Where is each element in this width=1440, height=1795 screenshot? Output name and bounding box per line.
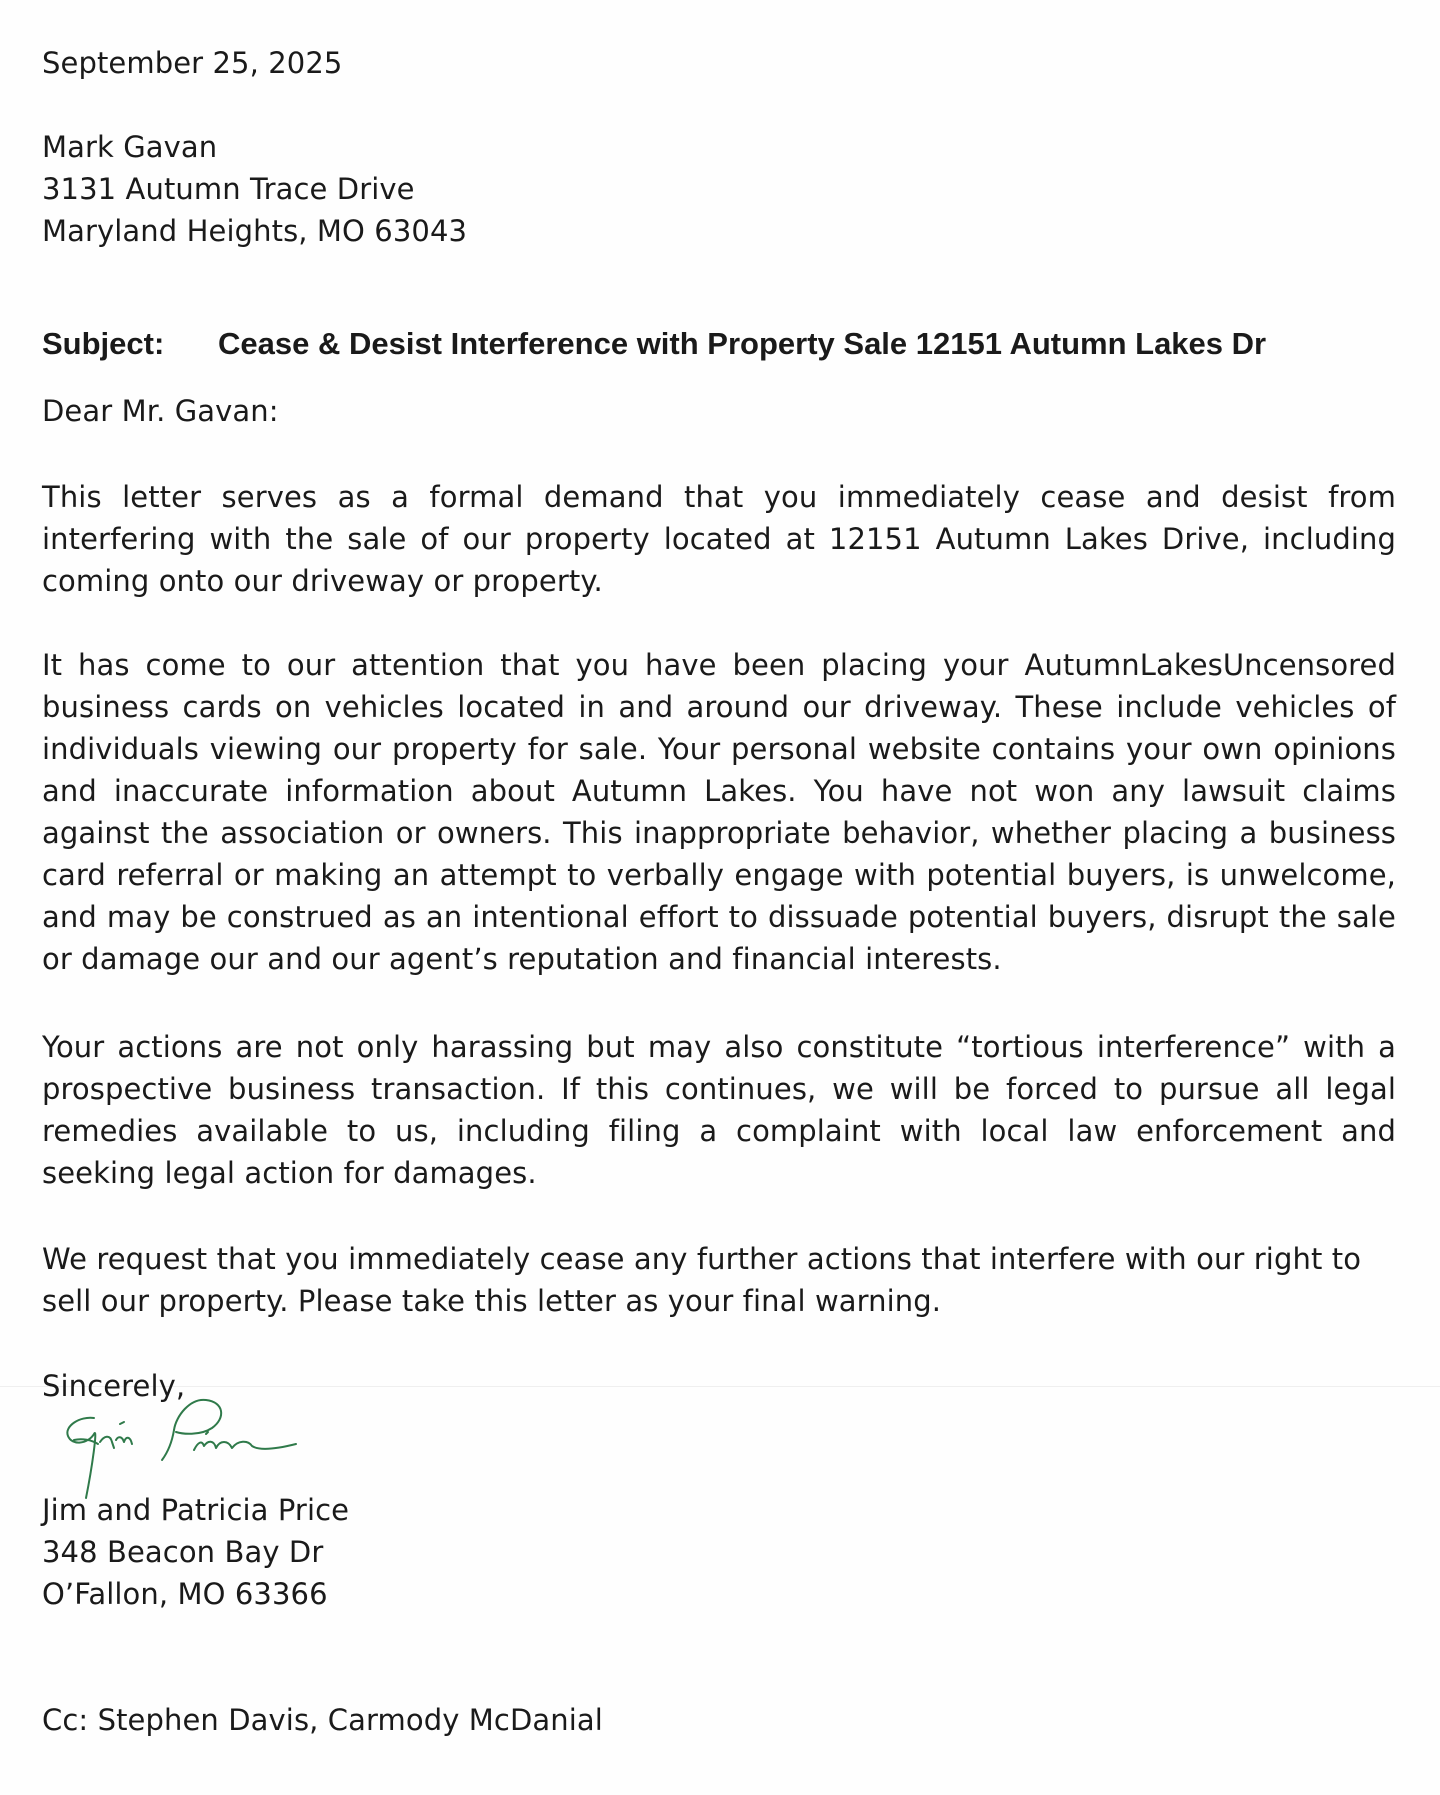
cc-line: Cc: Stephen Davis, Carmody McDanial: [42, 1703, 603, 1737]
closing: Sincerely,: [42, 1369, 186, 1403]
subject-label: Subject:: [42, 326, 165, 361]
salutation: Dear Mr. Gavan:: [42, 394, 279, 428]
sender-street: 348 Beacon Bay Dr: [42, 1535, 324, 1569]
paragraph-4: We request that you immediately cease any further actions that interfere with our right to sell our property. Please take this letter as your final warning.: [42, 1242, 1362, 1318]
subject-text: Cease & Desist Interference with Property Sale 12151 Autumn Lakes Dr: [218, 326, 1267, 361]
paragraph-3: Your actions are not only harassing but may also constitute “tortious interference” with a prospective business transaction. If this continues, we will be forced to pursue all legal remedies available to us, including filing a complaint with local law enforcement and seeking legal action for damages.: [42, 1030, 1396, 1190]
recipient-name: Mark Gavan: [42, 130, 218, 164]
sender-names: Jim and Patricia Price: [42, 1493, 350, 1527]
recipient-street: 3131 Autumn Trace Drive: [42, 172, 415, 206]
subject-line: [42, 322, 1266, 366]
sender-city: O’Fallon, MO 63366: [42, 1577, 328, 1611]
letter-date: September 25, 2025: [42, 46, 343, 80]
paragraph-2: It has come to our attention that you have been placing your AutumnLakesUncensored business cards on vehicles located in and around our driveway. These include vehicles of individuals viewing our property for sale. Your personal website contains your own opinions and inaccurate information about Autumn Lakes. You have not won any lawsuit claims against the association or owners. This inappropriate behavior, whether placing a business card referral or making an attempt to verbally engage with potential buyers, is unwelcome, and may be construed as an intentional effort to dissuade potential buyers, disrupt the sale or damage our and our agent’s reputation and financial interests.: [42, 648, 1396, 976]
recipient-city: Maryland Heights, MO 63043: [42, 214, 468, 248]
paragraph-1: This letter serves as a formal demand that you immediately cease and desist from interfering with the sale of our property located at 12151 Autumn Lakes Drive, including coming onto our driveway or property.: [42, 480, 1396, 598]
